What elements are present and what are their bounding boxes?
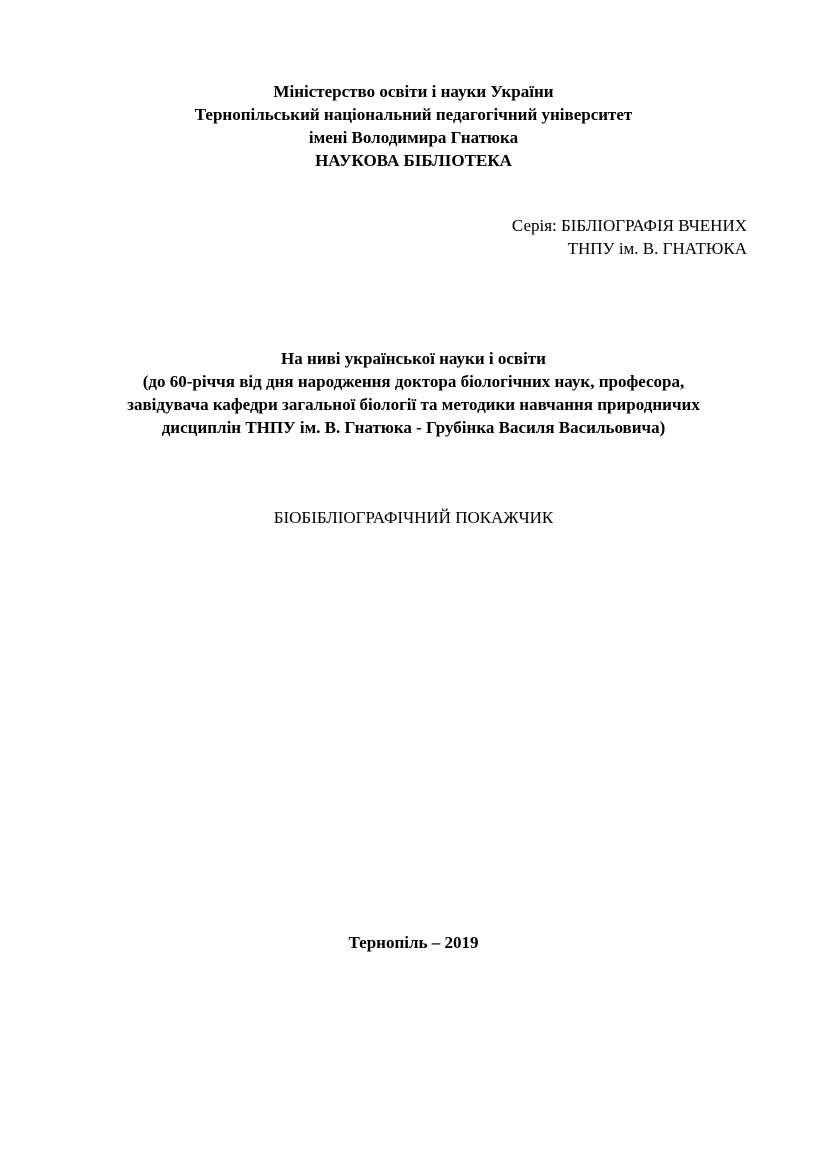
series-line-2: ТНПУ ім. В. ГНАТЮКА bbox=[567, 239, 747, 258]
institution-header bbox=[0, 80, 827, 172]
publication-title bbox=[0, 347, 827, 439]
series-block bbox=[512, 214, 747, 260]
document-type: БІОБІБЛІОГРАФІЧНИЙ ПОКАЖЧИК bbox=[273, 508, 554, 527]
title-subtitle-line-2: завідувача кафедри загальної біології та методики навчання природничих bbox=[127, 395, 700, 414]
university-namesake: імені Володимира Гнатюка bbox=[308, 128, 519, 147]
place-and-year: Тернопіль – 2019 bbox=[348, 933, 479, 952]
series-line-1: Серія: БІБЛІОГРАФІЯ ВЧЕНИХ bbox=[511, 216, 747, 235]
title-main: На ниві української науки і освіти bbox=[281, 349, 546, 368]
university-name: Тернопільський національний педагогічний університет bbox=[194, 105, 633, 124]
title-subtitle-line-1: (до 60-річчя від дня народження доктора біологічних наук, професора, bbox=[142, 372, 685, 391]
library-name: НАУКОВА БІБЛІОТЕКА bbox=[315, 151, 512, 170]
title-subtitle-line-3: дисциплін ТНПУ ім. В. Гнатюка - Грубінка Василя Васильовича) bbox=[161, 418, 666, 437]
ministry-name: Міністерство освіти і науки України bbox=[273, 82, 554, 101]
